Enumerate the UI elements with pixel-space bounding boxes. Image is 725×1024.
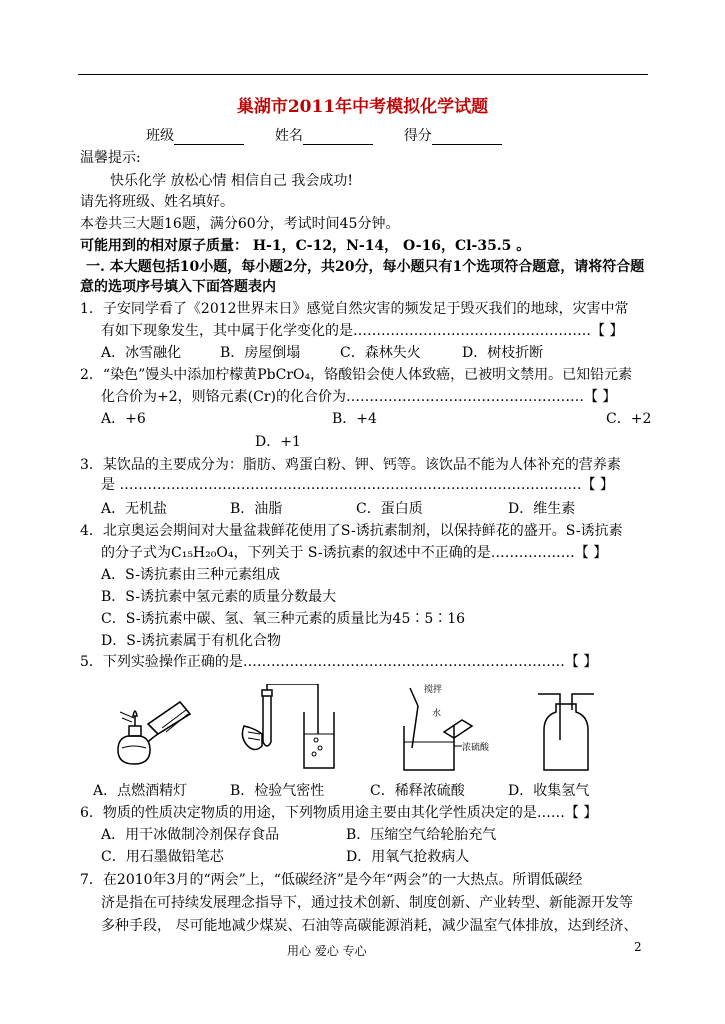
q2-option-a[interactable]: A．+6 — [101, 411, 146, 427]
q5-option-c[interactable]: C．稀释浓硫酸 — [370, 783, 465, 799]
fig-stir-label: 搅拌 — [424, 685, 443, 695]
q6-option-b[interactable]: B．压缩空气给轮胎充气 — [346, 827, 497, 843]
tips-line-2: 本卷共三大题16题，满分60分，考试时间45分钟。 — [80, 216, 400, 232]
q3-option-b[interactable]: B．油脂 — [230, 501, 283, 517]
atomic-mass-line: 可能用到的相对原子质量： H-1，C-12，N-14， O-16，Cl-35.5 。 — [80, 238, 531, 254]
q1-option-d[interactable]: D．树枝折断 — [462, 345, 544, 361]
page-title: 巢湖市2011年中考模拟化学试题 — [236, 97, 489, 117]
q4-stem-line-2: 的分子式为C₁₅H₂₀O₄，下列关于 S-诱抗素的叙述中不正确的是………………【 】 — [101, 545, 608, 561]
q3-option-d[interactable]: D．维生素 — [508, 501, 576, 517]
tips-heading: 温馨提示: — [80, 150, 141, 166]
q2-stem-line-2: 化合价为+2，则铬元素(Cr)的化合价为……………………………………………【 】 — [101, 389, 617, 405]
q1-option-b[interactable]: B．房屋倒塌 — [220, 345, 301, 361]
q2-option-d[interactable]: D．+1 — [255, 434, 301, 450]
q7-stem-line-2: 济是指在可持续发展理念指导下，通过技术创新、制度创新、产业转型、新能源开发等 — [101, 895, 633, 911]
q4-option-b[interactable]: B．S-诱抗素中氢元素的质量分数最大 — [101, 589, 337, 605]
q4-option-d[interactable]: D．S-诱抗素属于有机化合物 — [101, 633, 282, 649]
q5-option-b[interactable]: B．检验气密性 — [230, 783, 325, 799]
name-blank[interactable] — [303, 130, 373, 145]
q2-option-c[interactable]: C．+2 — [606, 411, 652, 427]
section-1-line-2: 意的选项序号填入下面答题表内 — [80, 279, 276, 295]
gas-bottle-figure — [536, 690, 596, 774]
q6-stem-line-1: 6．物质的性质决定物质的用途，下列物质用途主要由其化学性质决定的是……【 】 — [80, 805, 598, 821]
q3-option-a[interactable]: A．无机盐 — [101, 501, 168, 517]
class-label: 班级 — [146, 128, 174, 144]
q4-option-a[interactable]: A．S-诱抗素由三种元素组成 — [101, 567, 280, 583]
class-blank[interactable] — [174, 130, 244, 145]
footer-motto: 用心 爱心 专心 — [287, 944, 367, 958]
q5-option-d[interactable]: D．收集氢气 — [508, 783, 590, 799]
name-label: 姓名 — [274, 128, 303, 144]
alcohol-lamp-figure — [100, 688, 200, 770]
fig-acid-label: 浓硫酸 — [462, 743, 490, 753]
q1-option-a[interactable]: A．冰雪融化 — [101, 345, 182, 361]
page-number: 2 — [634, 940, 642, 954]
q1-stem-line-1: 1．子安同学看了《2012世界末日》感觉自然灾害的频发足于毁灭我们的地球，灾害中常 — [80, 301, 629, 317]
q4-option-c[interactable]: C．S-诱抗素中碳、氢、氧三种元素的质量比为45∶5∶16 — [101, 611, 466, 627]
q2-option-b[interactable]: B．+4 — [332, 411, 377, 427]
q6-option-a[interactable]: A．用干冰做制冷剂保存食品 — [101, 827, 280, 843]
q4-stem-line-1: 4．北京奥运会期间对大量盆栽鲜花使用了S-诱抗素制剂，以保持鲜花的盛开。S-诱抗素 — [80, 523, 623, 539]
q2-stem-line-1: 2．“染色”馒头中添加柠檬黄PbCrO₄，铬酸铅会使人体致癌，已被明文禁用。已知铅元素 — [80, 367, 633, 383]
header-rule — [78, 74, 648, 75]
q6-option-d[interactable]: D．用氧气抢救病人 — [346, 849, 470, 865]
q7-stem-line-1: 7．在2010年3月的“两会”上，“低碳经济”是今年“两会”的一大热点。所谓低碳经 — [80, 872, 583, 888]
q5-option-a[interactable]: A．点燃酒精灯 — [93, 783, 188, 799]
q3-option-c[interactable]: C．蛋白质 — [356, 501, 423, 517]
tips-line-1: 请先将班级、姓名填好。 — [80, 194, 234, 210]
q6-option-c[interactable]: C．用石墨做铅笔芯 — [101, 849, 224, 865]
q1-option-c[interactable]: C．森林失火 — [340, 345, 421, 361]
tips-motto: 快乐化学 放松心情 相信自己 我会成功! — [110, 173, 353, 189]
q3-stem-line-2: 是 ………………………………………………………………………………………【 】 — [101, 477, 614, 493]
info-fields — [146, 125, 502, 145]
section-1-line-1: 一. 本大题包括10小题，每小题2分，共20分，每小题只有1个选项符合题意，请将符合题 — [86, 259, 645, 275]
q1-stem-line-2: 有如下现象发生，其中属于化学变化的是……………………………………………【 】 — [101, 323, 624, 339]
airtightness-figure — [236, 684, 346, 774]
fig-water-label: 水 — [432, 709, 442, 719]
q7-stem-line-3: 多种手段， 尽可能地减少煤炭、石油等高碳能源消耗，减少温室气体排放，达到经济、 — [101, 918, 638, 934]
score-label: 得分 — [403, 128, 432, 144]
q3-stem-line-1: 3．某饮品的主要成分为：脂肪、鸡蛋白粉、钾、钙等。该饮品不能为人体补充的营养素 — [80, 457, 621, 473]
dilution-figure — [396, 680, 506, 776]
q5-stem-line-1: 5．下列实验操作正确的是……………………………………………………………【 】 — [80, 654, 598, 670]
score-blank[interactable] — [432, 130, 502, 145]
